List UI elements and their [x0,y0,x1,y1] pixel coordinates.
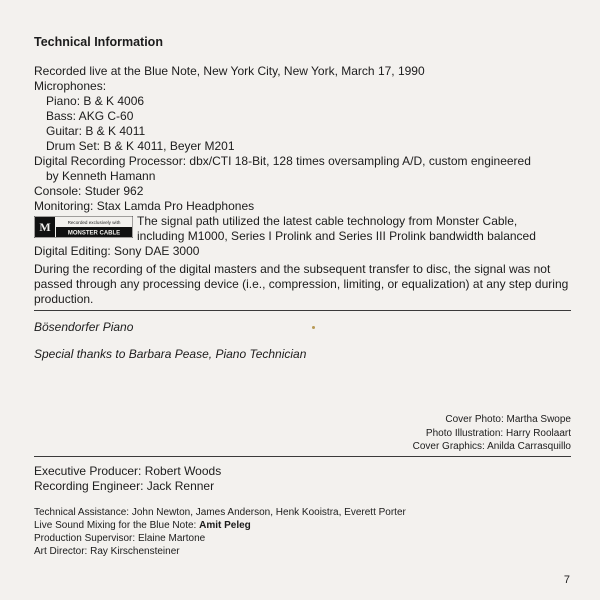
decorative-dot [312,326,315,329]
recorded-line: Recorded live at the Blue Note, New York City, New York, March 17, 1990 [34,64,425,78]
production-supervisor: Production Supervisor: Elaine Martone [34,533,206,544]
monster-line-2: including M1000, Series I Prolink and Series III Prolink bandwidth balanced [137,229,536,243]
live-sound-mixing [34,519,406,532]
processor-engineer: by Kenneth Hamann [46,169,156,183]
monster-logo-brand: MONSTER CABLE [67,230,121,237]
console-line: Console: Studer 962 [34,184,144,198]
mic-bass: Bass: AKG C-60 [46,109,134,123]
live-mixing-label: Live Sound Mixing for the Blue Note: [34,520,200,531]
cover-photo-credit: Cover Photo: Martha Swope [445,414,571,425]
technical-info-block [34,64,574,259]
monster-cable-text [137,214,536,244]
thanks-line: Special thanks to Barbara Pease, Piano Technician [34,347,307,361]
art-director: Art Director: Ray Kirschensteiner [34,546,180,557]
producer-credits [34,464,221,494]
staff-credits [34,506,406,558]
executive-producer: Executive Producer: Robert Woods [34,464,222,478]
section-heading: Technical Information [34,35,163,49]
svg-text:M: M [39,220,51,234]
monster-cable-logo [34,216,133,238]
live-mixing-name: Amit Peleg [199,520,251,531]
monitoring-line: Monitoring: Stax Lamda Pro Headphones [34,199,255,213]
monster-line-1: The signal path utilized the latest cable technology from Monster Cable, [137,214,518,228]
monster-logo-small-text: Recorded exclusively with [67,220,121,225]
page-number: 7 [563,574,570,586]
editing-line: Digital Editing: Sony DAE 3000 [34,244,200,258]
cover-graphics-credit: Cover Graphics: Anilda Carrasquillo [412,441,571,452]
mic-drum-set: Drum Set: B & K 4011, Beyer M201 [46,139,235,153]
photo-illustration-credit: Photo Illustration: Harry Roolaart [425,427,571,439]
monster-cable-row [34,214,574,244]
art-credits [413,413,571,454]
piano-credit: Bösendorfer Piano [34,320,134,334]
processing-paragraph: During the recording of the digital masters and the subsequent transfer to disc, the signal was not passed through any processing device (i.e., compression, limiting, or equalization) at any step during production. [34,262,569,306]
technical-assistance: Technical Assistance: John Newton, James Anderson, Henk Kooistra, Everett Porter [34,507,406,518]
processor-line: Digital Recording Processor: dbx/CTI 18-Bit, 128 times oversampling A/D, custom engineered [34,154,531,168]
divider-top [34,310,571,311]
mic-guitar: Guitar: B & K 4011 [46,124,146,138]
microphones-label: Microphones: [34,79,107,93]
mic-piano: Piano: B & K 4006 [46,94,145,108]
recording-engineer: Recording Engineer: Jack Renner [34,479,215,493]
divider-bottom [34,456,571,457]
